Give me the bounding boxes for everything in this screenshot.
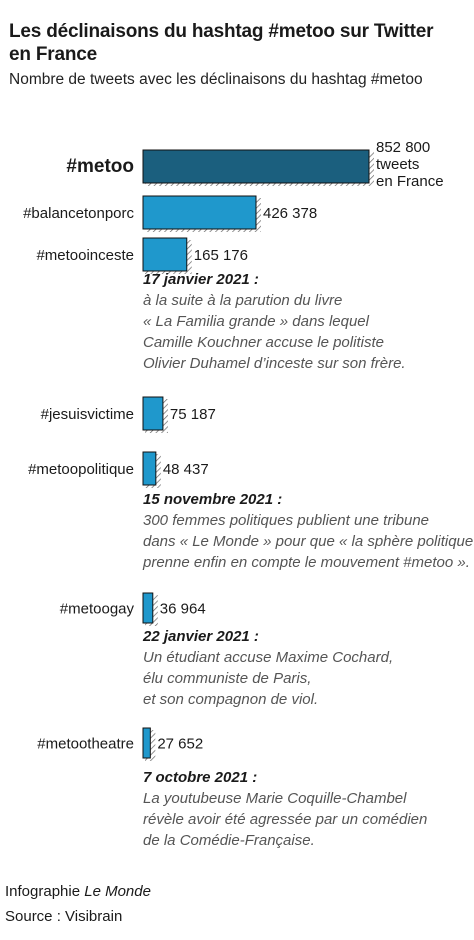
annotation-date-2: 15 novembre 2021 : [143,491,283,508]
value-label-jesuisvictime: 75 187 [169,406,216,423]
annotation-line-1-4: Olivier Duhamel d’inceste sur son frère. [143,355,406,372]
value-label-metoopolitique: 48 437 [162,461,209,478]
annotations-layer [142,271,473,849]
annotation-line-2-3: prenne enfin en compte le mouvement #metoo ». [143,554,470,571]
bar-metoo [143,150,369,183]
category-label-balancetonporc: #balancetonporc [23,205,134,222]
annotation-line-1-2: « La Familia grande » dans lequel [143,313,369,330]
annotation-date-3: 22 janvier 2021 : [143,628,259,645]
credit-prefix: Infographie [5,883,85,900]
value-label-metoo: 852 800 [376,139,431,156]
category-label-metoo: #metoo [66,156,134,177]
value-label-metootheatre: 27 652 [157,735,204,753]
value-label-metooinceste: 165 176 [193,247,249,264]
category-label-metootheatre: #metootheatre [37,735,134,753]
annotation-line-4-1: La youtubeuse Marie Coquille-Chambel [143,790,407,807]
category-label-jesuisvictime: #jesuisvictime [40,406,134,423]
chart-title: Les déclinaisons du hashtag #metoo sur Twitter en France [9,21,434,65]
bar-balancetonporc [143,196,256,229]
bar-metoopolitique [143,452,156,485]
bar-metootheatre [143,728,150,758]
category-label-metooinceste: #metooinceste [36,247,134,264]
annotation-line-3-1: Un étudiant accuse Maxime Cochard, [143,649,394,666]
value-suffix-line-2: en France [376,173,444,190]
credit-line [5,882,305,902]
annotation-line-1-3: Camille Kouchner accuse le politiste [143,334,384,351]
annotation-line-2-1: 300 femmes politiques publient une tribune [143,512,430,529]
source-line: Source : Visibrain [5,908,123,925]
annotation-line-3-3: et son compagnon de viol. [143,691,319,708]
annotation-line-4-3: de la Comédie-Française. [143,832,315,849]
annotation-line-2-2: dans « Le Monde » pour que « la sphère politique [143,533,474,550]
bar-metooinceste [143,238,187,271]
annotation-date-4: 7 octobre 2021 : [143,769,258,786]
value-label-metoogay: 36 964 [159,600,206,618]
annotation-line-3-2: élu communiste de Paris, [143,670,312,687]
value-label-balancetonporc: 426 378 [262,205,318,222]
value-suffix-line-1: tweets [376,156,420,173]
annotation-date-1: 17 janvier 2021 : [143,271,259,288]
category-label-metoogay: #metoogay [59,600,134,618]
bar-metoogay [143,593,153,623]
chart-subtitle: Nombre de tweets avec les déclinaisons du hashtag #metoo [9,71,423,88]
annotation-line-1-1: à la suite à la parution du livre [143,292,343,309]
credit-publisher: Le Monde [84,883,151,900]
category-label-metoopolitique: #metoopolitique [28,461,134,478]
annotation-line-4-2: révèle avoir été agressée par un comédien [143,811,428,828]
bar-jesuisvictime [143,397,163,430]
